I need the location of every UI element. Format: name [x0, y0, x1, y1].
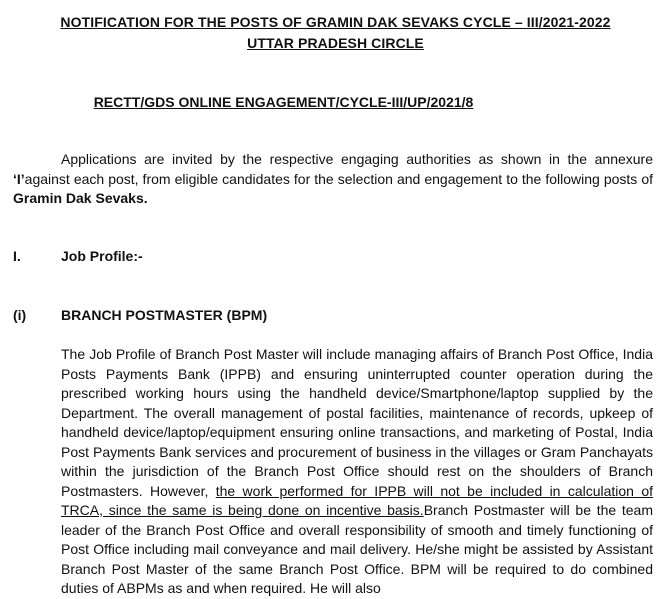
subsection-number: (i)	[13, 307, 27, 323]
notification-title-line-2: UTTAR PRADESH CIRCLE	[247, 35, 424, 51]
subsection-heading: BRANCH POSTMASTER (BPM)	[61, 307, 268, 323]
section-number: I.	[13, 248, 21, 264]
annexure-label: ‘I’	[13, 170, 25, 187]
intro-paragraph	[13, 150, 653, 209]
bpm-job-profile-paragraph	[61, 345, 653, 599]
bpm-text-part-1: The Job Profile of Branch Post Master will include managing affairs of Branch Post Office, India Posts Payments Bank (IPPB) and ensuring uninterrupted counter operation during the prescribed working hours using the handheld device/Smartphone/laptop supplied by the Department. The overall management of postal facilities, maintenance of records, upkeep of handheld device/laptop/equipment ensuring online transactions, and marketing of Postal, India Post Payments Bank services and procurement of business in the villages or Gram Panchayats within the jurisdiction of the Branch Post Office should rest on the shoulders of Branch Postmasters. However,	[61, 346, 653, 499]
posts-name: Gramin Dak Sevaks.	[13, 190, 148, 207]
bpm-text-part-2: Branch Postmaster will be the team leader of the Branch Post Office and overall responsibility of smooth and timely functioning of Post Office including mail conveyance and mail delivery. He/she might be assisted by Assistant Branch Post Master of the same Branch Post Office. BPM will be required to do combined duties of ABPMs as and when required. He will also	[61, 502, 653, 596]
notification-title-line-1: NOTIFICATION FOR THE POSTS OF GRAMIN DAK SEVAKS CYCLE – III/2021-2022	[60, 14, 611, 30]
section-heading: Job Profile:-	[61, 248, 143, 264]
intro-text-part-2: against each post, from eligible candidates for the selection and engagement to the following posts of	[24, 170, 653, 187]
bpm-underlined-text: the work performed for IPPB will not be included in calculation of TRCA, since the same is being done on incentive basis.	[61, 482, 653, 518]
reference-number: RECTT/GDS ONLINE ENGAGEMENT/CYCLE-III/UP/2021/8	[93, 94, 474, 110]
intro-text-part-1: Applications are invited by the respective engaging authorities as shown in the annexure	[61, 151, 653, 167]
